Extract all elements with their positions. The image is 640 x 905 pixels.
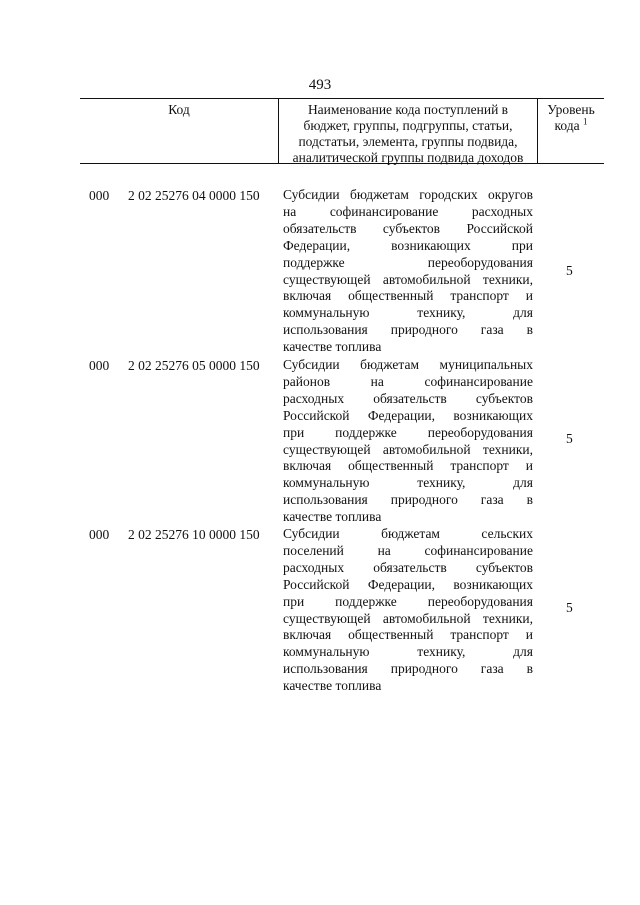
header-name-line: бюджет, группы, подгруппы, статьи, — [303, 118, 513, 133]
header-level-line1: Уровень — [547, 102, 595, 117]
name-line: качестве топлива — [283, 509, 382, 525]
header-level-label: кода — [554, 118, 580, 133]
name-line: коммунальную технику, для — [283, 305, 533, 321]
name-line: поддержке переоборудования — [283, 254, 533, 270]
header-name-line: подстатьи, элемента, группы подвида, — [298, 134, 518, 149]
name-line: существующей автомобильной техники, — [283, 271, 533, 287]
revenue-code: 2 02 25276 04 0000 150 — [128, 188, 260, 203]
name-line: Субсидии бюджетам сельских — [283, 526, 533, 541]
revenue-name — [283, 187, 533, 356]
admin-code: 000 — [89, 358, 110, 373]
name-line: районов на софинансирование — [283, 373, 533, 389]
code-level: 5 — [566, 431, 573, 446]
revenue-name — [283, 357, 533, 526]
name-line: существующей автомобильной техники, — [283, 610, 533, 626]
name-line: обязательств субъектов Российской — [283, 220, 533, 236]
name-line: коммунальную технику, для — [283, 644, 533, 660]
admin-code: 000 — [89, 527, 110, 542]
code-level: 5 — [566, 263, 573, 278]
header-level-line2 — [538, 118, 604, 134]
name-line: расходных обязательств субъектов — [283, 559, 533, 575]
name-line: использования природного газа в — [283, 661, 533, 677]
code-level: 5 — [566, 600, 573, 615]
header-name-line: аналитической группы подвида доходов — [292, 150, 524, 165]
name-line: качестве топлива — [283, 339, 382, 355]
name-line: при поддержке переоборудования — [283, 424, 533, 440]
name-line: использования природного газа в — [283, 322, 533, 338]
name-line: существующей автомобильной техники, — [283, 441, 533, 457]
name-line: включая общественный транспорт и — [283, 627, 533, 643]
name-line: Федерации, возникающих при — [283, 237, 533, 253]
revenue-code: 2 02 25276 10 0000 150 — [128, 527, 260, 542]
name-line: включая общественный транспорт и — [283, 458, 533, 474]
name-line: включая общественный транспорт и — [283, 288, 533, 304]
footnote-marker: 1 — [582, 116, 588, 127]
name-line: поселений на софинансирование — [283, 542, 533, 558]
revenue-code: 2 02 25276 05 0000 150 — [128, 358, 260, 373]
name-line: качестве топлива — [283, 678, 382, 694]
name-line: коммунальную технику, для — [283, 475, 533, 491]
name-line: Субсидии бюджетам муниципальных — [283, 357, 533, 372]
header-code: Код — [168, 102, 190, 117]
name-line: при поддержке переоборудования — [283, 593, 533, 609]
header-name — [279, 102, 537, 166]
name-line: расходных обязательств субъектов — [283, 390, 533, 406]
header-name-line: Наименование кода поступлений в — [307, 102, 509, 117]
name-line: на софинансирование расходных — [283, 203, 533, 219]
name-line: Российской Федерации, возникающих — [283, 407, 533, 423]
revenue-name — [283, 526, 533, 695]
name-line: Субсидии бюджетам городских округов — [283, 187, 533, 202]
name-line: Российской Федерации, возникающих — [283, 576, 533, 592]
page-number: 493 — [308, 77, 332, 93]
header-level — [538, 102, 604, 134]
table-header — [80, 98, 604, 164]
name-line: использования природного газа в — [283, 492, 533, 508]
admin-code: 000 — [89, 188, 110, 203]
